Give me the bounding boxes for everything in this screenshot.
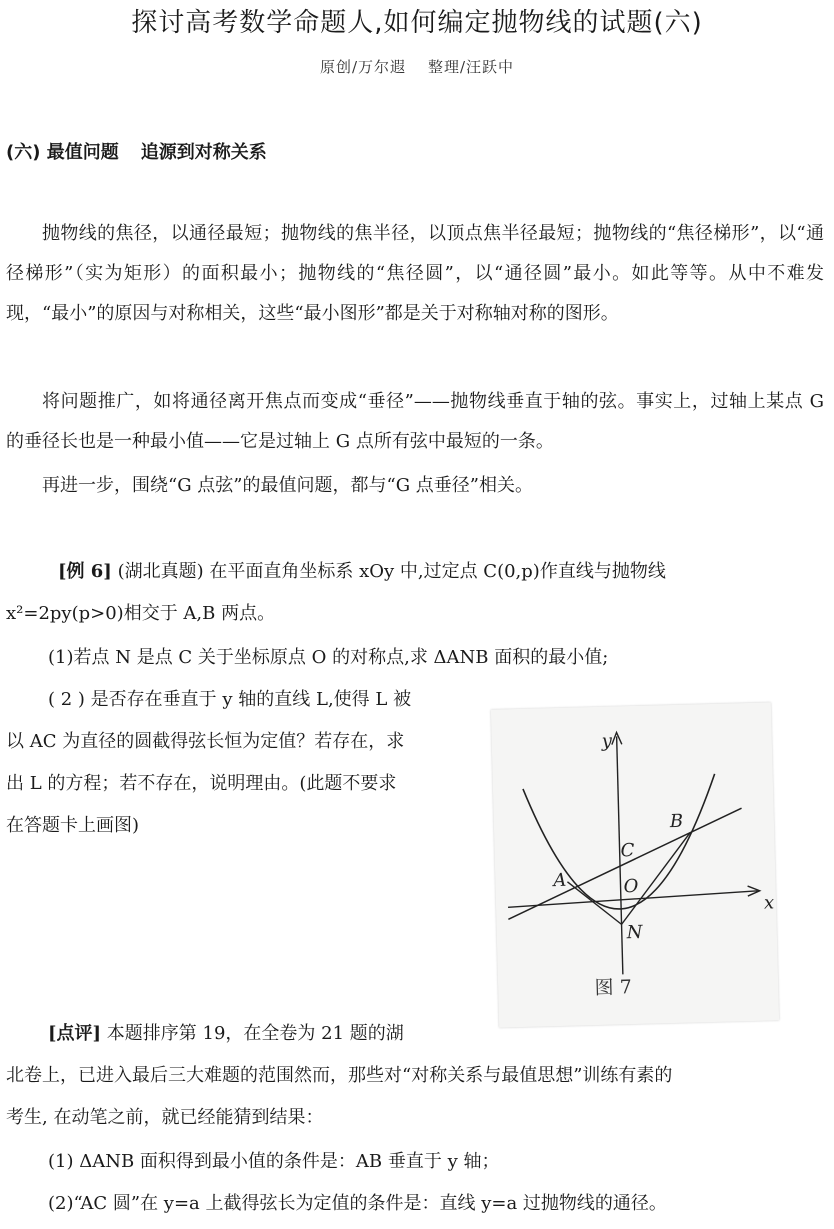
comment-line1-text: 本题排序第 19，在全卷为 21 题的湖 xyxy=(106,1023,404,1044)
byline xyxy=(0,56,834,77)
label-o: O xyxy=(623,875,639,898)
example-source: (湖北真题) xyxy=(117,561,204,582)
line-ab xyxy=(506,808,745,919)
example-question-2-line2: 以 AC 为直径的圆截得弦长恒为定值？若存在，求 xyxy=(6,731,405,752)
comment-line3: 考生, 在动笔之前，就已经能猜到结果： xyxy=(6,1107,324,1128)
byline-editor: 整理/汪跃中 xyxy=(428,58,515,76)
example-question-1: (1)若点 N 是点 C 关于坐标原点 O 的对称点,求 ΔANB 面积的最小值; xyxy=(48,647,609,668)
comment-point-2: (2)“AC 圆”在 y=a 上截得弦长为定值的条件是：直线 y=a 过抛物线的通径。 xyxy=(48,1193,667,1214)
label-n: N xyxy=(626,921,643,944)
example-question-2-line3: 出 L 的方程；若不存在，说明理由。(此题不要求 xyxy=(6,773,397,794)
example-stem-line1 xyxy=(58,552,666,592)
example-stem-line2: x²=2py(p>0)相交于 A,B 两点。 xyxy=(6,603,276,624)
label-y: y xyxy=(601,730,613,752)
example-question-2-line1: ( 2 ) 是否存在垂直于 y 轴的直线 L,使得 L 被 xyxy=(48,689,412,710)
example-stem-text: 在平面直角坐标系 xOy 中,过定点 C(0,p)作直线与抛物线 xyxy=(209,561,666,582)
section-heading-part2: 追源到对称关系 xyxy=(140,142,267,163)
section-heading xyxy=(6,138,267,164)
byline-author: 原创/万尔遐 xyxy=(319,58,406,76)
intro-paragraph-3: 再进一步，围绕“G 点弦”的最值问题，都与“G 点垂径”相关。 xyxy=(42,475,534,496)
label-b: B xyxy=(669,810,684,833)
figure-caption: 图 7 xyxy=(594,976,633,1000)
example-label: [例 6] xyxy=(58,561,112,582)
section-heading-part1: (六) 最值问题 xyxy=(6,142,119,163)
label-c: C xyxy=(620,840,635,862)
article-title: 探讨高考数学命题人,如何编定抛物线的试题(六) xyxy=(131,8,703,38)
example-question-2-line4: 在答题卡上画图) xyxy=(6,815,140,836)
comment-line2: 北卷上，已进入最后三大难题的范围然而，那些对“对称关系与最值思想”训练有素的 xyxy=(6,1065,673,1086)
comment-point-1: (1) ΔANB 面积得到最小值的条件是：AB 垂直于 y 轴； xyxy=(48,1151,500,1172)
label-a: A xyxy=(553,869,567,892)
comment-label: [点评] xyxy=(48,1023,102,1044)
intro-paragraph-1: 抛物线的焦径，以通径最短；抛物线的焦半径，以顶点焦半径最短；抛物线的“焦径梯形”，以“通径梯形”（实为矩形）的面积最小；抛物线的“焦径圆”，以“通径圆”最小。如此等等。从中不难发现，“最小”的原因与对称相关，这些“最小图形”都是关于对称轴对称的图形。 xyxy=(6,223,824,324)
intro-paragraph-2: 将问题推广，如将通径离开焦点而变成“垂径”——抛物线垂直于轴的弦。事实上，过轴上某点 G 的垂径长也是一种最小值——它是过轴上 G 点所有弦中最短的一条。 xyxy=(6,391,824,452)
comment-line1 xyxy=(48,1014,404,1054)
figure-7 xyxy=(491,702,779,1027)
label-x: x xyxy=(763,892,775,914)
